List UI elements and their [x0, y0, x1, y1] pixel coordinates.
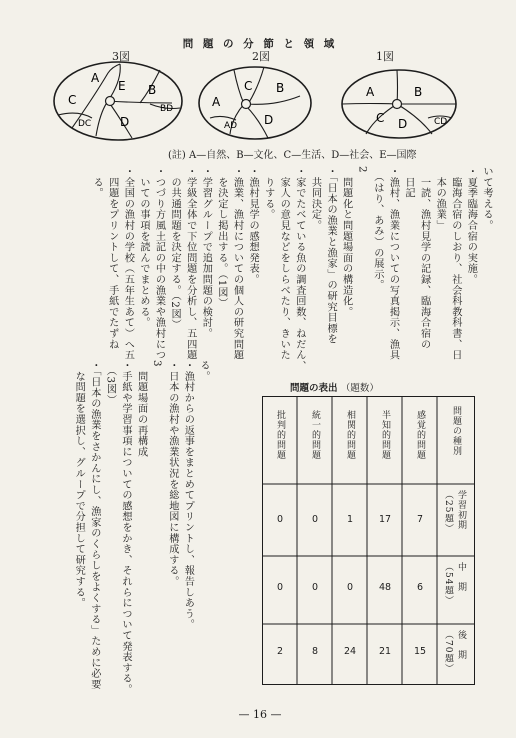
table-corner-label: 問題の種別 [451, 406, 461, 456]
upper-body-text: いて考える。 ・夏季臨海合宿の実施。 臨海合宿のしおり、社会科教科書、日 本の漁業」 一読、漁村見学の記録、臨海合宿の 日記 ・漁村、漁業についての写真掲示、漁具 （はり、あみ）の展示。 2 問題化と問題場面の構造化。 ・「日本の漁業と漁家」の研究目標を 共同決定。 ・家でたべている魚の調査回数、ねだん、 家人の意見などをしらべたり、きいた りする。 ・漁村見学の感想発表。 ・漁業、漁村についての個人の研究問題 を決定し掲出する。（1図） ・学習グループで追加問題の検討。 ・学級全体で下位問題を分析し、五四題 の共通問題を決定する。（2図） ・つづり方風土記の中の漁業や漁村につ いての事項を読んでまとめる。 ・全国の漁村の学校（五年生あて）へ五 四題をプリントして、手紙でたずね る。 [91, 166, 492, 372]
figure-2-region-a: A [212, 95, 221, 109]
table-cell: 17 [378, 514, 392, 525]
row-label-early: 学習初期 （25題） [443, 490, 466, 534]
column-header-critical: 批判的問題 [275, 410, 285, 460]
problem-count-table [262, 396, 476, 686]
table-cell: 15 [413, 646, 427, 657]
row-label-late: 後 期 （70題） [443, 630, 466, 674]
figure-1-region-a: A [366, 85, 375, 99]
legend-note: (註) A—自然、B—文化、C—生活、D—社会、E—国際 [168, 150, 417, 161]
figure-3-region-bd: BD [160, 104, 174, 114]
figure-2-region-b: B [276, 81, 285, 95]
figure-2-region-ad: AD [224, 121, 238, 131]
page-number: — 16 — [238, 708, 282, 721]
table-unit: （題数） [340, 383, 379, 394]
figure-2-region-c: C [244, 79, 253, 93]
table-cell: 0 [311, 582, 319, 593]
figure-1-region-cd: CD [434, 117, 448, 127]
table-cell: 6 [416, 582, 424, 593]
table-cell: 0 [276, 514, 284, 525]
figure-1-region-d: D [398, 117, 408, 131]
figure-3-region-c: C [68, 93, 77, 107]
table-title-text: 問題の表出 [290, 383, 338, 394]
table-cell: 48 [378, 582, 392, 593]
column-header-correlative: 相関的問題 [345, 410, 355, 460]
figure-3-region-a: A [91, 71, 100, 85]
figure-2-label: 2図 [252, 50, 270, 63]
table-cell: 1 [346, 514, 354, 525]
column-header-unified: 統一的問題 [310, 410, 320, 460]
figure-1-region-c: C [376, 111, 385, 125]
column-header-sensory: 感覚的問題 [415, 410, 425, 460]
table-cell: 0 [346, 582, 354, 593]
table-cell: 0 [311, 514, 319, 525]
lower-body-text: る。 ・漁村からの返事をまとめてプリントし、報告しあう。 ・日本の漁村や漁業状況を総地図に構成する。 3 問題場面の再構成 ・手紙や学習事項についての感想をかき、それらについて発表する。 （3図） ・「日本の漁業をさかんにし、漁家のくらしをよくする」ために必要 な問題を選択し、グループで分担して研究する。 [73, 360, 209, 695]
domain-diagrams [0, 0, 516, 160]
figure-2-region-d: D [264, 113, 274, 127]
table-cell: 7 [416, 514, 424, 525]
figure-3-region-b: B [148, 83, 157, 97]
figure-3-region-e: E [118, 79, 126, 93]
figure-3-region-d: D [120, 115, 130, 129]
page-title: 問 題 の 分 節 と 領 域 [182, 38, 338, 50]
table-title [290, 380, 379, 394]
table-cell: 0 [276, 582, 284, 593]
table-cell: 8 [311, 646, 319, 657]
figure-1-label: 1図 [376, 50, 394, 63]
figure-3-region-dc: DC [78, 119, 92, 129]
figure-3-label: 3図 [112, 50, 130, 63]
column-header-semi-intellectual: 半知的問題 [380, 410, 390, 460]
figure-1-region-b: B [414, 85, 423, 99]
table-cell: 24 [343, 646, 357, 657]
row-label-middle: 中 期 （54題） [443, 562, 466, 606]
table-cell: 2 [276, 646, 284, 657]
table-cell: 21 [378, 646, 392, 657]
